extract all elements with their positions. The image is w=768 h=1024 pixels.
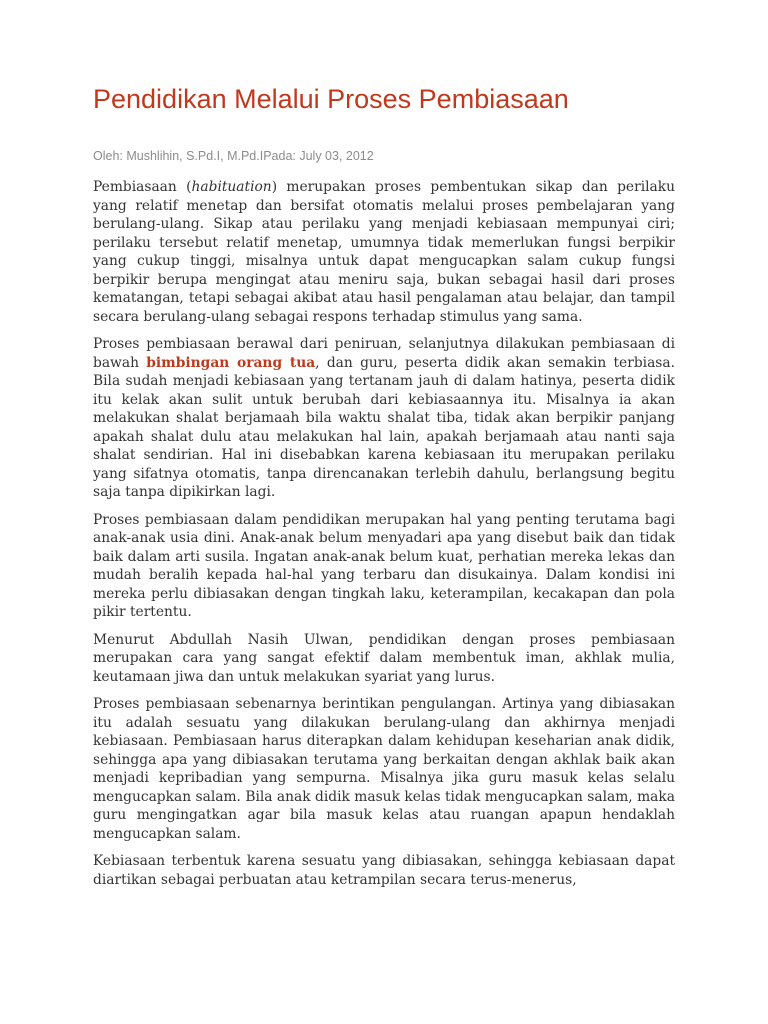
paragraph-5: Proses pembiasaan sebenarnya berintikan pengulangan. Artinya yang dibiasakan itu adalah sesuatu yang dilakukan berulang-ulang dan akhirnya menjadi kebiasaan. Pembiasaan harus diterapkan dalam kehidupan keseharian anak didik, sehingga apa yang dibiasakan terutama yang berkaitan dengan akhlak baik akan menjadi kepribadian yang sempurna. Misalnya jika guru masuk kelas selalu mengucapkan salam. Bila anak didik masuk kelas tidak mengucapkan salam, maka guru mengingatkan agar bila masuk kelas atau ruangan apapun hendaklah mengucapkan salam. (93, 696, 675, 842)
author-byline: Oleh: Mushlihin, S.Pd.I, M.Pd.IPada: July 03, 2012 (93, 149, 374, 163)
paragraph-6: Kebiasaan terbentuk karena sesuatu yang dibiasakan, sehingga kebiasaan dapat diartikan sebagai perbuatan atau ketrampilan secara terus-menerus, (93, 853, 675, 888)
paragraph-2-text-a: Proses pembiasaan berawal dari peniruan, selanjutnya dilakukan pembiasaan di bawah (93, 336, 675, 371)
page-title: Pendidikan Melalui Proses Pembiasaan (93, 84, 569, 114)
paragraph-1-text-b: ) merupakan proses pembentukan sikap dan perilaku yang relatif menetap dan bersifat otomatis melalui proses pembelajaran yang berulang-ulang. Sikap atau perilaku yang menjadi kebiasaan mempunyai ciri; perilaku tersebut relatif menetap, umumnya tidak memerlukan fungsi berpikir yang cukup tinggi, misalnya untuk dapat mengucapkan salam cukup fungsi berpikir berupa mengingat atau meniru saja, bukan sebagai hasil dari proses kematangan, tetapi sebagai akibat atau hasil pengalaman atau belajar, dan tampil secara berulang-ulang sebagai respons terhadap stimulus yang sama. (93, 179, 675, 325)
paragraph-4: Menurut Abdullah Nasih Ulwan, pendidikan dengan proses pembiasaan merupakan cara yang sangat efektif dalam membentuk iman, akhlak mulia, keutamaan jiwa dan untuk melakukan syariat yang lurus. (93, 631, 675, 685)
bimbingan-orang-tua-link[interactable]: bimbingan orang tua (146, 354, 316, 371)
paragraph-1-text-a: Pembiasaan ( (93, 179, 192, 195)
article-body (93, 178, 675, 898)
paragraph-1-italic-term: habituation (191, 179, 272, 195)
paragraph-2-text-b: , dan guru, peserta didik akan semakin terbiasa. Bila sudah menjadi kebiasaan yang tertanam jauh di dalam hatinya, peserta didik itu kelak akan sulit untuk berubah dari kebiasaannya itu. Misalnya ia akan melakukan shalat berjamaah bila waktu shalat tiba, tidak akan berpikir panjang apakah shalat dulu atau melakukan hal lain, apakah berjamaah atau nanti saja shalat sendirian. Hal ini disebabkan karena kebiasaan itu merupakan perilaku yang sifatnya otomatis, tanpa direncanakan terlebih dahulu, berlangsung begitu saja tanpa dipikirkan lagi. (93, 354, 675, 500)
paragraph-3: Proses pembiasaan dalam pendidikan merupakan hal yang penting terutama bagi anak-anak usia dini. Anak-anak belum menyadari apa yang disebut baik dan tidak baik dalam arti susila. Ingatan anak-anak belum kuat, perhatian mereka lekas dan mudah beralih kepada hal-hal yang terbaru dan disukainya. Dalam kondisi ini mereka perlu dibiasakan dengan tingkah laku, keterampilan, kecakapan dan pola pikir tertentu. (93, 511, 675, 620)
paragraph-2 (93, 335, 675, 502)
paragraph-1 (93, 178, 675, 326)
